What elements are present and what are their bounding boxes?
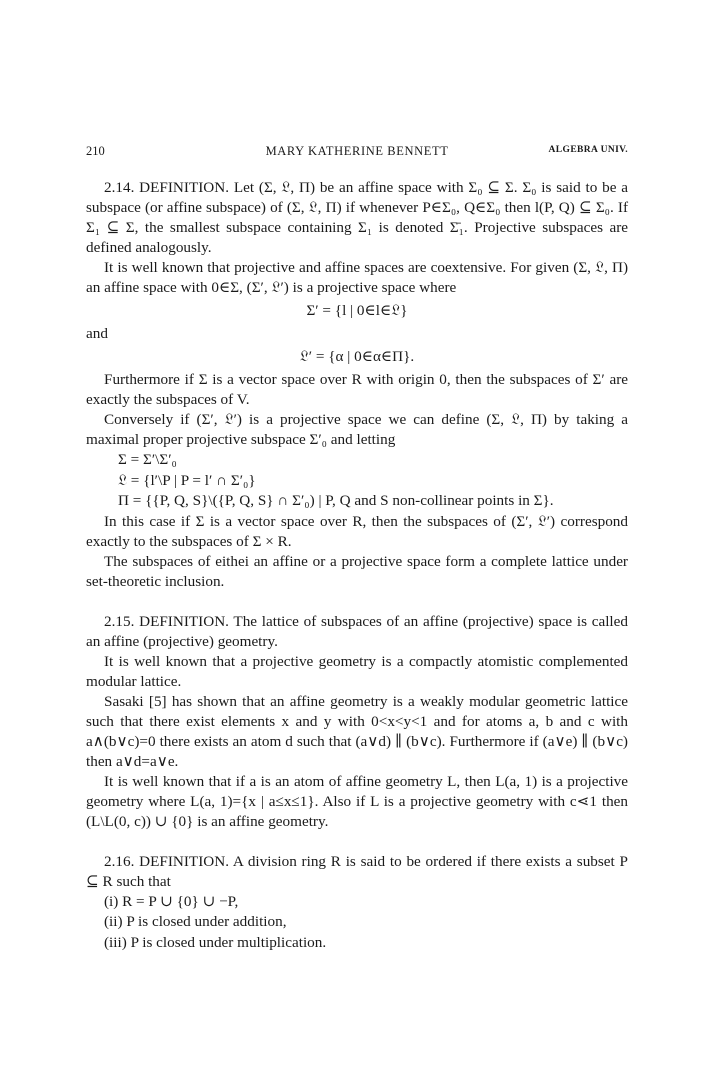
running-header — [86, 144, 628, 162]
display-sigma-prime: Σ′ = {l | 0∈l∈𝔏} — [306, 302, 408, 319]
definition-2-15: 2.15. DEFINITION. The lattice of subspaces of an affine (projective) space is called an affine (projective) geometry. — [86, 612, 628, 650]
display-lines-prime: 𝔏′ = {α | 0∈α∈Π}. — [299, 348, 415, 365]
journal-name: ALGEBRA UNIV. — [548, 145, 628, 155]
paragraph-projective-geometry: It is well known that a projective geometry is a compactly atomistic complemented modular lattice. — [86, 652, 628, 690]
definition-2-14: 2.14. DEFINITION. Let (Σ, 𝔏, Π) be an affine space with Σ₀ ⊆ Σ. Σ₀ is said to be a subspace (or affine subspace) of (Σ, 𝔏, Π) if whenever P∈Σ₀, Q∈Σ₀ then l(P, Q) ⊆ Σ₀. If Σ₁ ⊆ Σ, the smallest subspace containing Σ₁ is denoted Σ̄₁. Projective subspaces are defined analogously. — [86, 179, 628, 256]
equation-sigma: Σ = Σ′\Σ′₀ — [118, 451, 177, 468]
paragraph-conversely: Conversely if (Σ′, 𝔏′) is a projective space we can define (Σ, 𝔏, Π) by taking a maximal proper projective subspace Σ′₀ and letting — [86, 411, 628, 448]
and-connector: and — [86, 325, 108, 342]
page-body — [86, 178, 628, 953]
list-item: (iii) P is closed under multiplication. — [104, 933, 327, 951]
paragraph-coextensive: It is well known that projective and affine spaces are coextensive. For given (Σ, 𝔏, Π) an affine space with 0∈Σ, (Σ′, 𝔏′) is a projective space where — [86, 259, 628, 296]
list-item: (i) R = P ∪ {0} ∪ −P, — [104, 892, 239, 910]
page-number: 210 — [86, 144, 105, 158]
equation-lines: 𝔏 = {l′\P | P = l′ ∩ Σ′₀} — [118, 471, 256, 489]
running-author: MARY KATHERINE BENNETT — [265, 144, 449, 158]
paragraph-correspond: In this case if Σ is a vector space over R, then the subspaces of (Σ′, 𝔏′) correspond exactly to the subspaces of Σ × R. — [86, 512, 628, 550]
definition-2-16: 2.16. DEFINITION. A division ring R is said to be ordered if there exists a subset P ⊆ R such that — [86, 852, 628, 890]
paragraph-atom: It is well known that if a is an atom of affine geometry L, then L(a, 1) is a projective geometry where L(a, 1)={x | a≤x≤1}. Also if L is a projective geometry with c⋖1 then (L\L(0, c)) ∪ {0} is an affine geometry. — [86, 772, 628, 830]
paragraph-vector-space: Furthermore if Σ is a vector space over R with origin 0, then the subspaces of Σ′ are exactly the subspaces of V. — [86, 371, 628, 408]
paragraph-lattice: The subspaces of eithei an affine or a projective space form a complete lattice under set-theoretic inclusion. — [86, 552, 628, 590]
paragraph-sasaki: Sasaki [5] has shown that an affine geometry is a weakly modular geometric lattice such that there exist elements x and y with 0<x<y<1 and for atoms a, b and c with a∧(b∨c)=0 there exists an atom d such that (a∨d) ∥ (b∨c). Furthermore if (a∨e) ∥ (b∨c) then a∨d=a∨e. — [86, 692, 628, 770]
equation-planes: Π = {{P, Q, S}\({P, Q, S} ∩ Σ′₀) | P, Q and S non-collinear points in Σ}. — [118, 492, 554, 509]
list-item: (ii) P is closed under addition, — [104, 913, 287, 930]
